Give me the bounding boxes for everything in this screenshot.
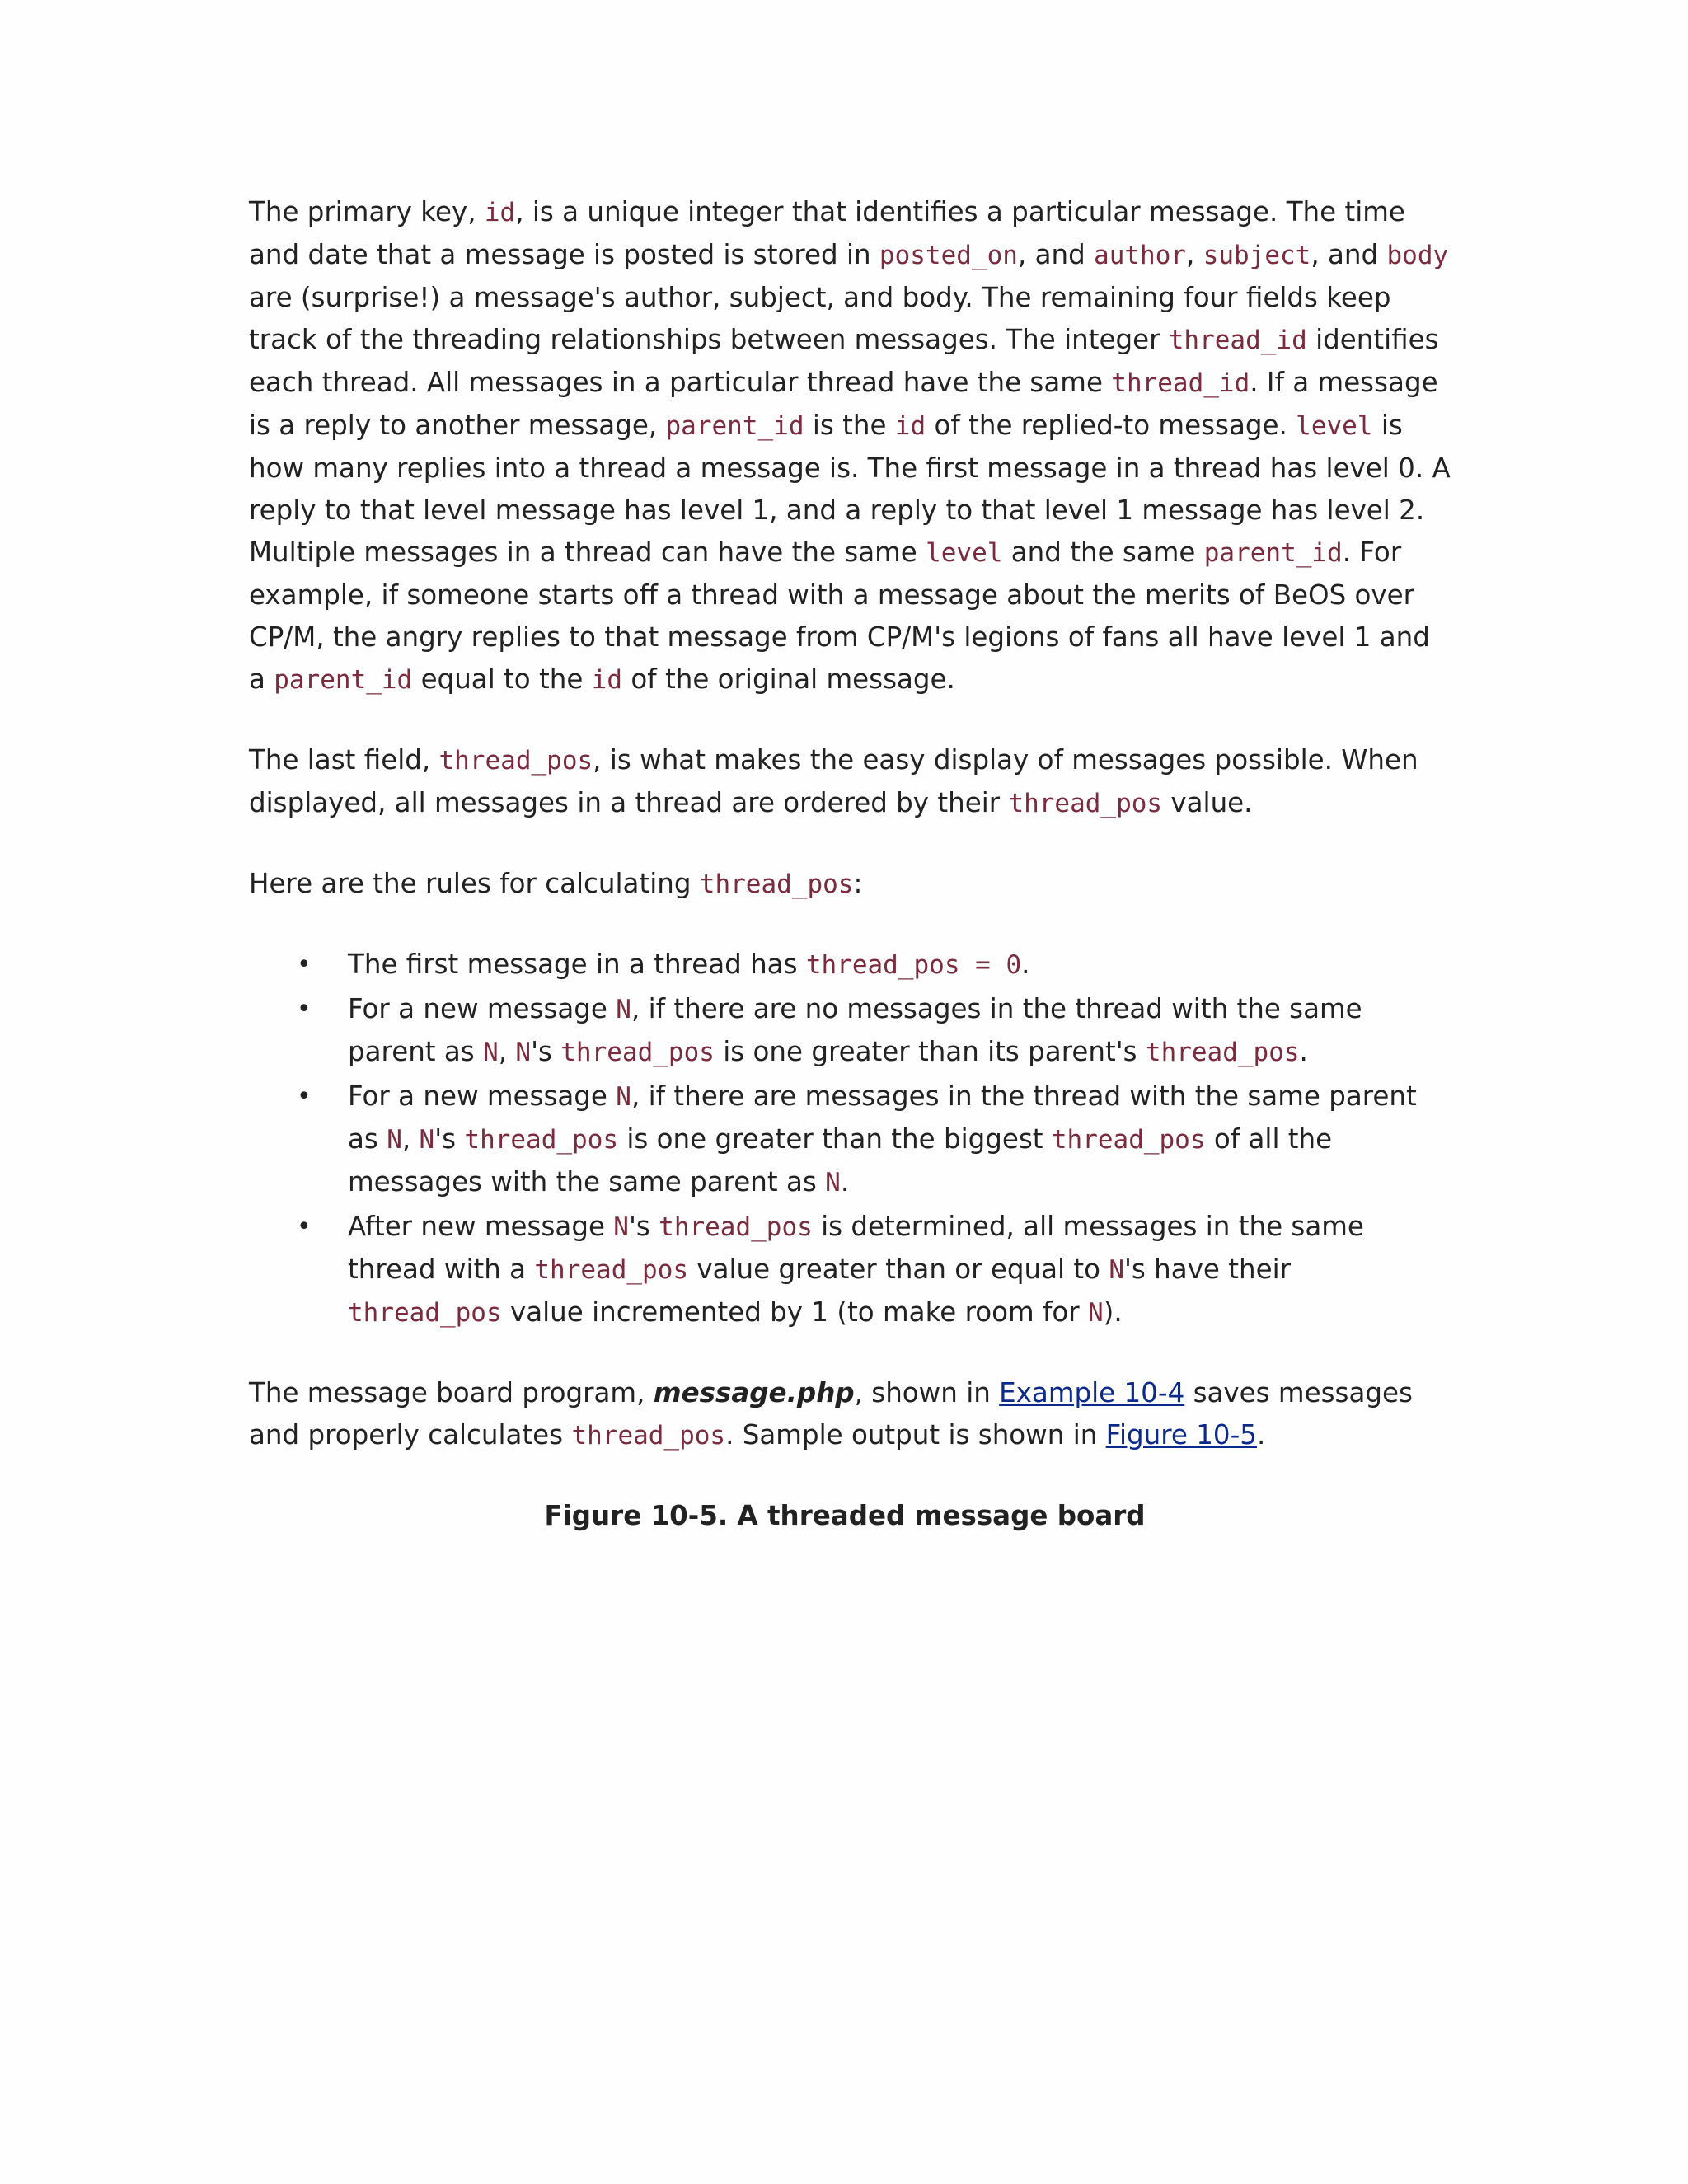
inline-code: N — [419, 1125, 435, 1155]
inline-code: parent_id — [1203, 538, 1343, 568]
inline-code: id — [591, 665, 623, 695]
inline-code: body — [1386, 241, 1449, 270]
inline-code: N — [825, 1168, 841, 1197]
bullet-icon: • — [297, 1212, 312, 1241]
rule-text: For a new message N, if there are no messages in the thread with the same parent as N, N's thread_pos is one greater than its parent's thread_pos. — [348, 993, 1362, 1067]
inline-code: thread_pos — [659, 1212, 813, 1242]
inline-code: thread_pos — [1145, 1038, 1300, 1067]
inline-code: thread_pos — [1051, 1125, 1206, 1155]
inline-code: thread_pos = 0 — [805, 950, 1022, 980]
inline-code: thread_pos — [438, 746, 593, 776]
inline-code: parent_id — [665, 411, 804, 441]
inline-code: id — [484, 198, 516, 227]
inline-code: parent_id — [274, 665, 413, 695]
paragraph-primary-key: The primary key, id, is a unique integer that identifies a particular message. The time and date that a message is posted is stored in posted_on, and author, subject, and body are (surprise!) a message's author, subject, and body. The remaining four fields keep track of the threading relationships between messages. The integer thread_id identifies each thread. All messages in a particular thread have the same thread_id. If a message is a reply to another message, parent_id is the id of the replied-to message. level is how many replies into a thread a message is. The first message in a thread has level 0. A reply to that level message has level 1, and a reply to that level 1 message has level 2. Multiple messages in a thread can have the same level and the same parent_id. For example, if someone starts off a thread with a message about the merits of BeOS over CP/M, the angry replies to that message from CP/M's legions of fans all have level 1 and a parent_id equal to the id of the original message. — [249, 196, 1451, 695]
inline-code: posted_on — [879, 241, 1018, 270]
inline-code: subject — [1203, 241, 1311, 270]
inline-code: id — [894, 411, 926, 441]
inline-code: thread_pos — [464, 1125, 619, 1155]
paragraph-message-board: The message board program, message.php, shown in Example 10-4 saves messages and properly calculates thread_pos. Sample output is shown in Figure 10-5. — [249, 1377, 1413, 1451]
paragraph-thread-pos: The last field, thread_pos, is what makes the easy display of messages possible. When displayed, all messages in a thread are ordered by their thread_pos value. — [249, 744, 1418, 818]
inline-code: thread_id — [1111, 368, 1250, 398]
inline-code: N — [387, 1125, 402, 1155]
rule-item — [249, 1076, 1452, 1204]
bullet-icon: • — [297, 950, 312, 979]
cross-reference-link[interactable]: Example 10-4 — [999, 1377, 1185, 1408]
rule-item — [249, 1206, 1452, 1334]
inline-code: N — [616, 1082, 631, 1112]
rules-list — [249, 944, 1452, 1334]
filename-emphasis: message.php — [653, 1377, 855, 1408]
figure-caption: Figure 10-5. A threaded message board — [544, 1500, 1146, 1531]
inline-code: thread_pos — [1008, 789, 1163, 818]
inline-code: thread_id — [1168, 326, 1307, 355]
inline-code: thread_pos — [699, 869, 854, 899]
inline-code: N — [1088, 1298, 1104, 1328]
inline-code: level — [926, 538, 1003, 568]
rule-item — [249, 944, 1452, 987]
inline-code: author — [1094, 241, 1187, 270]
inline-code: N — [1109, 1255, 1124, 1285]
rule-text: The first message in a thread has thread_pos = 0. — [348, 949, 1030, 980]
bullet-icon: • — [297, 1082, 312, 1111]
rule-text: For a new message N, if there are messages in the thread with the same parent as N, N's thread_pos is one greater than the biggest thread_pos of all the messages with the same parent as N. — [348, 1080, 1417, 1197]
inline-code: N — [613, 1212, 629, 1242]
inline-code: N — [515, 1038, 532, 1067]
inline-code: thread_pos — [348, 1298, 502, 1328]
inline-code: thread_pos — [534, 1255, 689, 1285]
inline-code: level — [1296, 411, 1373, 441]
paragraph-rules-intro: Here are the rules for calculating thread_pos: — [249, 868, 863, 899]
document-page — [249, 191, 1452, 1537]
inline-code: N — [616, 995, 631, 1024]
rule-item — [249, 988, 1452, 1074]
inline-code: thread_pos — [560, 1038, 715, 1067]
cross-reference-link[interactable]: Figure 10-5 — [1105, 1419, 1257, 1451]
bullet-icon: • — [297, 995, 312, 1024]
rule-text: After new message N's thread_pos is determined, all messages in the same thread with a thread_pos value greater than or equal to N's have their thread_pos value incremented by 1 (to make room for N). — [348, 1211, 1364, 1328]
inline-code: N — [483, 1038, 499, 1067]
inline-code: thread_pos — [571, 1421, 726, 1451]
